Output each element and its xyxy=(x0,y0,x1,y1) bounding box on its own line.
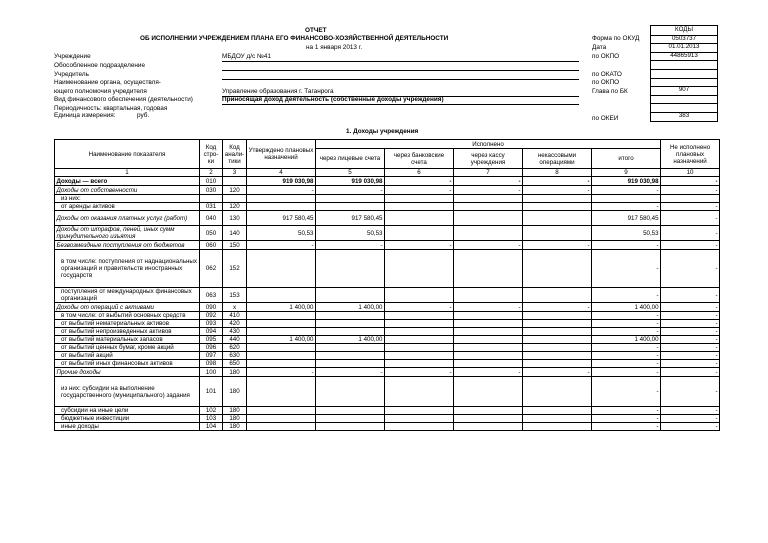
row-value-cash xyxy=(454,195,523,203)
row-line-code: 010 xyxy=(200,177,223,186)
label-founder: Учредитель xyxy=(54,71,89,78)
row-line-code xyxy=(200,195,223,203)
row-value-bank xyxy=(385,211,454,226)
row-value-cash xyxy=(454,377,523,407)
row-value-plan: 50,53 xyxy=(247,226,316,241)
col-number: 7 xyxy=(454,169,523,177)
row-value-plan xyxy=(247,377,316,407)
row-value-cash xyxy=(454,312,523,320)
row-name: от выбытий иных финансовых активов xyxy=(55,360,200,368)
row-value-nc xyxy=(523,312,592,320)
code-label-okato: по ОКАТО xyxy=(592,71,622,78)
row-value-ls: - xyxy=(316,368,385,377)
finance-type-underline xyxy=(222,104,579,105)
row-value-nc: - xyxy=(523,177,592,186)
col-number: 9 xyxy=(592,169,661,177)
row-value-bank xyxy=(385,415,454,423)
row-value-ls xyxy=(316,195,385,203)
row-value-bank xyxy=(385,336,454,344)
row-name: от выбытий непроизведенных активов xyxy=(55,328,200,336)
row-value-un: - xyxy=(661,407,720,415)
row-name: от выбытий нематериальных активов xyxy=(55,320,200,328)
row-value-plan xyxy=(247,344,316,352)
row-value-cash xyxy=(454,415,523,423)
row-value-cash xyxy=(454,203,523,211)
row-value-tot: - xyxy=(592,344,661,352)
codes-box xyxy=(650,25,717,125)
row-value-un xyxy=(661,195,720,203)
row-name: субсидии на иные цели xyxy=(55,407,200,415)
code-date: 01.01.2013 xyxy=(650,43,718,53)
row-analytic-code: 620 xyxy=(223,344,247,352)
row-value-tot: - xyxy=(592,377,661,407)
code-label-okpo: по ОКПО xyxy=(592,53,620,60)
report-title: ОТЧЕТ xyxy=(305,27,327,34)
table-row xyxy=(55,415,720,423)
table-row xyxy=(55,288,720,303)
row-value-ls: 1 400,00 xyxy=(316,336,385,344)
row-name: Доходы — всего xyxy=(55,177,200,186)
row-value-tot: - xyxy=(592,368,661,377)
row-value-un: - xyxy=(661,203,720,211)
row-value-tot: - xyxy=(592,352,661,360)
table-row xyxy=(55,423,720,431)
row-value-bank: - xyxy=(385,177,454,186)
row-value-nc xyxy=(523,203,592,211)
row-value-ls xyxy=(316,423,385,431)
row-analytic-code: 180 xyxy=(223,368,247,377)
row-analytic-code: 130 xyxy=(223,211,247,226)
row-value-tot: - xyxy=(592,203,661,211)
row-value-cash: - xyxy=(454,186,523,195)
label-unit: Единица измерения: xyxy=(54,112,116,119)
row-value-nc xyxy=(523,352,592,360)
row-value-tot: - xyxy=(592,423,661,431)
col-number: 8 xyxy=(523,169,592,177)
row-name: бюджетные инвестиции xyxy=(55,415,200,423)
row-name: Доходы от собственности xyxy=(55,186,200,195)
row-name: поступления от международных финансовых организаций xyxy=(55,288,200,303)
row-value-tot: - xyxy=(592,328,661,336)
row-value-tot: - xyxy=(592,241,661,250)
row-value-ls xyxy=(316,328,385,336)
label-authority-2: ющего полномочия учредителя xyxy=(54,88,147,95)
row-value-ls xyxy=(316,415,385,423)
report-subtitle: ОБ ИСПОЛНЕНИИ УЧРЕЖДЕНИЕМ ПЛАНА ЕГО ФИНАНСОВО-ХОЗЯЙСТВЕННОЙ ДЕЯТЕЛЬНОСТИ xyxy=(140,35,449,42)
row-value-plan xyxy=(247,195,316,203)
row-value-ls xyxy=(316,344,385,352)
row-analytic-code: 630 xyxy=(223,352,247,360)
row-value-tot: - xyxy=(592,407,661,415)
row-line-code: 030 xyxy=(200,186,223,195)
row-value-bank: - xyxy=(385,368,454,377)
table-row xyxy=(55,241,720,250)
table-row xyxy=(55,336,720,344)
label-institution: Учреждение xyxy=(54,53,91,60)
row-analytic-code xyxy=(223,177,247,186)
code-label-date: Дата xyxy=(592,44,607,51)
row-value-ls xyxy=(316,312,385,320)
row-value-bank xyxy=(385,203,454,211)
income-table xyxy=(54,139,720,431)
codes-header: КОДЫ xyxy=(650,25,718,36)
label-finance-type: Вид финансового обеспечения (деятельности) xyxy=(54,96,193,103)
code-okei: 383 xyxy=(650,112,718,122)
row-name: Доходы от операций с активами xyxy=(55,303,200,312)
head-code-analytic: Код анали- тики xyxy=(223,140,247,169)
row-analytic-code: 153 xyxy=(223,288,247,303)
row-value-plan xyxy=(247,250,316,288)
row-value-plan xyxy=(247,288,316,303)
row-line-code: 062 xyxy=(200,250,223,288)
head-via-bank: через банковские счета xyxy=(385,149,454,169)
row-value-ls: - xyxy=(316,186,385,195)
row-value-plan: - xyxy=(247,186,316,195)
row-value-nc xyxy=(523,415,592,423)
head-name: Наименование показателя xyxy=(55,140,200,169)
row-value-ls xyxy=(316,407,385,415)
table-row xyxy=(55,344,720,352)
row-value-nc xyxy=(523,360,592,368)
row-analytic-code: 440 xyxy=(223,336,247,344)
row-analytic-code: 120 xyxy=(223,203,247,211)
row-value-nc xyxy=(523,344,592,352)
row-value-bank xyxy=(385,407,454,415)
table-row xyxy=(55,377,720,407)
row-value-un: - xyxy=(661,177,720,186)
head-via-cash: через кассу учреждения xyxy=(454,149,523,169)
row-value-ls xyxy=(316,203,385,211)
row-value-plan xyxy=(247,203,316,211)
row-value-un: - xyxy=(661,328,720,336)
row-value-bank xyxy=(385,377,454,407)
row-value-plan: - xyxy=(247,368,316,377)
table-row xyxy=(55,186,720,195)
row-value-nc xyxy=(523,407,592,415)
row-line-code: 050 xyxy=(200,226,223,241)
row-value-plan xyxy=(247,415,316,423)
head-via-personal: через лицевые счета xyxy=(316,149,385,169)
row-value-nc: - xyxy=(523,241,592,250)
label-periodicity: Периодичность: квартальная, годовая xyxy=(54,105,168,112)
row-line-code: 104 xyxy=(200,423,223,431)
col-number: 4 xyxy=(247,169,316,177)
head-unexecuted: Не исполнено плановых назначений xyxy=(661,140,720,169)
row-value-un: - xyxy=(661,186,720,195)
institution-value: МБДОУ д/с №41 xyxy=(222,53,271,60)
row-value-plan xyxy=(247,407,316,415)
row-value-cash: - xyxy=(454,241,523,250)
row-value-tot: 1 400,00 xyxy=(592,336,661,344)
row-value-plan xyxy=(247,320,316,328)
row-name: Безвозмездные поступления от бюджетов xyxy=(55,241,200,250)
code-label-okud: Форма по ОКУД xyxy=(592,35,640,42)
label-authority-1: Наименование органа, осуществля- xyxy=(54,79,161,86)
row-value-plan: - xyxy=(247,241,316,250)
row-value-ls xyxy=(316,377,385,407)
row-value-tot: - xyxy=(592,360,661,368)
row-value-tot: 917 580,45 xyxy=(592,211,661,226)
row-value-plan: 919 030,98 xyxy=(247,177,316,186)
row-value-nc xyxy=(523,377,592,407)
row-value-ls xyxy=(316,288,385,303)
row-analytic-code: 180 xyxy=(223,407,247,415)
row-value-ls xyxy=(316,352,385,360)
row-value-un: - xyxy=(661,312,720,320)
founder-underline xyxy=(222,79,579,80)
row-value-cash: - xyxy=(454,368,523,377)
row-value-bank xyxy=(385,328,454,336)
row-value-un: - xyxy=(661,241,720,250)
row-line-code: 063 xyxy=(200,288,223,303)
col-number: 3 xyxy=(223,169,247,177)
row-value-nc xyxy=(523,288,592,303)
col-number: 1 xyxy=(55,169,200,177)
row-value-un: - xyxy=(661,288,720,303)
code-label-okei: по ОКЕИ xyxy=(592,115,619,122)
row-line-code: 092 xyxy=(200,312,223,320)
row-name: из них: субсидии на выполнение государственного (муниципального) задания xyxy=(55,377,200,407)
code-label-bk: Глава по БК xyxy=(592,88,628,95)
row-analytic-code: 140 xyxy=(223,226,247,241)
col-number: 5 xyxy=(316,169,385,177)
row-value-bank xyxy=(385,344,454,352)
row-value-cash xyxy=(454,360,523,368)
row-name: в том числе: от выбытий основных средств xyxy=(55,312,200,320)
row-value-ls: 50,53 xyxy=(316,226,385,241)
head-code-line: Код стро- ки xyxy=(200,140,223,169)
row-analytic-code: 180 xyxy=(223,415,247,423)
row-value-un: - xyxy=(661,415,720,423)
col-number: 6 xyxy=(385,169,454,177)
row-analytic-code: 410 xyxy=(223,312,247,320)
row-analytic-code: 180 xyxy=(223,377,247,407)
row-value-un: - xyxy=(661,360,720,368)
row-value-tot: - xyxy=(592,288,661,303)
col-number: 10 xyxy=(661,169,720,177)
row-line-code: 060 xyxy=(200,241,223,250)
row-analytic-code: x xyxy=(223,303,247,312)
row-value-bank xyxy=(385,312,454,320)
report-date: на 1 января 2013 г. xyxy=(306,44,363,51)
finance-type-value: Приносящая доход деятельность (собственные доходы учреждения) xyxy=(222,96,444,103)
row-value-tot: - xyxy=(592,415,661,423)
row-value-tot: 50,53 xyxy=(592,226,661,241)
row-line-code: 102 xyxy=(200,407,223,415)
code-label-okpo-2: по ОКПО xyxy=(592,79,620,86)
row-value-un: - xyxy=(661,344,720,352)
row-value-un: - xyxy=(661,352,720,360)
row-value-ls xyxy=(316,250,385,288)
row-value-ls: 1 400,00 xyxy=(316,303,385,312)
row-value-cash xyxy=(454,211,523,226)
row-value-nc xyxy=(523,250,592,288)
row-analytic-code xyxy=(223,195,247,203)
head-executed: Исполнено xyxy=(316,140,661,149)
institution-underline xyxy=(222,61,579,62)
row-analytic-code: 152 xyxy=(223,250,247,288)
row-value-nc xyxy=(523,328,592,336)
row-value-plan: 917 580,45 xyxy=(247,211,316,226)
row-analytic-code: 180 xyxy=(223,423,247,431)
row-analytic-code: 150 xyxy=(223,241,247,250)
head-noncash: некассовыми операциями xyxy=(523,149,592,169)
row-value-un: - xyxy=(661,377,720,407)
row-value-cash xyxy=(454,288,523,303)
row-value-bank: - xyxy=(385,186,454,195)
row-line-code: 090 xyxy=(200,303,223,312)
row-value-plan: 1 400,00 xyxy=(247,303,316,312)
row-value-bank xyxy=(385,423,454,431)
code-okud: 0503737 xyxy=(650,35,718,45)
row-value-un: - xyxy=(661,368,720,377)
col-number: 2 xyxy=(200,169,223,177)
table-row xyxy=(55,312,720,320)
table-row xyxy=(55,407,720,415)
row-name: от выбытий материальных запасов xyxy=(55,336,200,344)
row-value-nc xyxy=(523,320,592,328)
row-value-un: - xyxy=(661,320,720,328)
row-value-cash: - xyxy=(454,303,523,312)
row-name: Прочие доходы xyxy=(55,368,200,377)
row-value-un: - xyxy=(661,226,720,241)
subdivision-underline xyxy=(222,70,579,71)
row-value-cash xyxy=(454,336,523,344)
row-value-tot: - xyxy=(592,186,661,195)
table-row xyxy=(55,328,720,336)
row-name: от аренды активов xyxy=(55,203,200,211)
authority-value: Управление образования г. Таганрога xyxy=(222,88,334,95)
table-row xyxy=(55,203,720,211)
row-value-bank: - xyxy=(385,303,454,312)
row-value-bank xyxy=(385,250,454,288)
row-value-bank xyxy=(385,195,454,203)
row-analytic-code: 430 xyxy=(223,328,247,336)
row-value-tot: - xyxy=(592,320,661,328)
table-row xyxy=(55,352,720,360)
table-row xyxy=(55,211,720,226)
head-total: итого xyxy=(592,149,661,169)
section-title: 1. Доходы учреждения xyxy=(346,128,419,135)
row-line-code: 100 xyxy=(200,368,223,377)
row-value-bank xyxy=(385,226,454,241)
row-value-plan xyxy=(247,423,316,431)
row-value-ls: 919 030,98 xyxy=(316,177,385,186)
row-analytic-code: 650 xyxy=(223,360,247,368)
row-line-code: 031 xyxy=(200,203,223,211)
row-name: Доходы от оказания платных услуг (работ) xyxy=(55,211,200,226)
row-value-cash xyxy=(454,352,523,360)
row-value-nc xyxy=(523,423,592,431)
row-value-un: - xyxy=(661,250,720,288)
row-value-bank xyxy=(385,360,454,368)
row-value-nc: - xyxy=(523,368,592,377)
row-analytic-code: 120 xyxy=(223,186,247,195)
row-value-cash xyxy=(454,250,523,288)
row-name: от выбытий ценных бумаг, кроме акций xyxy=(55,344,200,352)
row-value-plan xyxy=(247,352,316,360)
row-value-un: - xyxy=(661,303,720,312)
row-value-ls xyxy=(316,360,385,368)
code-okpo: 44865913 xyxy=(650,52,718,62)
row-value-nc: - xyxy=(523,303,592,312)
row-value-tot xyxy=(592,195,661,203)
row-line-code: 094 xyxy=(200,328,223,336)
row-value-cash xyxy=(454,320,523,328)
row-value-plan xyxy=(247,360,316,368)
row-line-code: 098 xyxy=(200,360,223,368)
row-value-tot: - xyxy=(592,312,661,320)
code-bk: 907 xyxy=(650,86,718,96)
row-name: Доходы от штрафов, пеней, иных сумм принудительного изъятия xyxy=(55,226,200,241)
table-row xyxy=(55,320,720,328)
row-value-nc xyxy=(523,336,592,344)
row-value-tot: 919 030,98 xyxy=(592,177,661,186)
table-row xyxy=(55,303,720,312)
unit-value: руб. xyxy=(137,112,150,119)
table-row xyxy=(55,250,720,288)
row-value-ls: - xyxy=(316,241,385,250)
row-name: в том числе: поступления от наднациональных организаций и правительств иностранных государств xyxy=(55,250,200,288)
row-value-ls: 917 580,45 xyxy=(316,211,385,226)
row-value-cash xyxy=(454,328,523,336)
table-row xyxy=(55,368,720,377)
table-row xyxy=(55,177,720,186)
row-value-un: - xyxy=(661,211,720,226)
row-name: из них: xyxy=(55,195,200,203)
row-value-tot: 1 400,00 xyxy=(592,303,661,312)
row-value-cash xyxy=(454,423,523,431)
row-value-nc xyxy=(523,226,592,241)
row-line-code: 097 xyxy=(200,352,223,360)
row-value-plan: 1 400,00 xyxy=(247,336,316,344)
row-value-nc xyxy=(523,195,592,203)
row-value-cash xyxy=(454,407,523,415)
label-subdivision: Обособленное подразделение xyxy=(54,62,146,69)
row-line-code: 096 xyxy=(200,344,223,352)
row-value-plan xyxy=(247,328,316,336)
row-value-cash xyxy=(454,226,523,241)
row-value-cash xyxy=(454,344,523,352)
table-row xyxy=(55,360,720,368)
row-value-ls xyxy=(316,320,385,328)
row-value-nc xyxy=(523,211,592,226)
row-value-bank xyxy=(385,352,454,360)
row-value-nc: - xyxy=(523,186,592,195)
row-line-code: 101 xyxy=(200,377,223,407)
row-line-code: 095 xyxy=(200,336,223,344)
head-approved: Утверждено плановых назначений xyxy=(247,140,316,169)
row-value-plan xyxy=(247,312,316,320)
row-value-bank: - xyxy=(385,241,454,250)
row-value-bank xyxy=(385,320,454,328)
row-value-cash: - xyxy=(454,177,523,186)
row-line-code: 103 xyxy=(200,415,223,423)
row-name: от выбытий акций xyxy=(55,352,200,360)
row-value-un: - xyxy=(661,336,720,344)
row-value-tot: - xyxy=(592,250,661,288)
table-row xyxy=(55,195,720,203)
row-name: иные доходы xyxy=(55,423,200,431)
row-value-un: - xyxy=(661,423,720,431)
row-line-code: 040 xyxy=(200,211,223,226)
row-value-bank xyxy=(385,288,454,303)
row-analytic-code: 420 xyxy=(223,320,247,328)
row-line-code: 093 xyxy=(200,320,223,328)
table-row xyxy=(55,226,720,241)
